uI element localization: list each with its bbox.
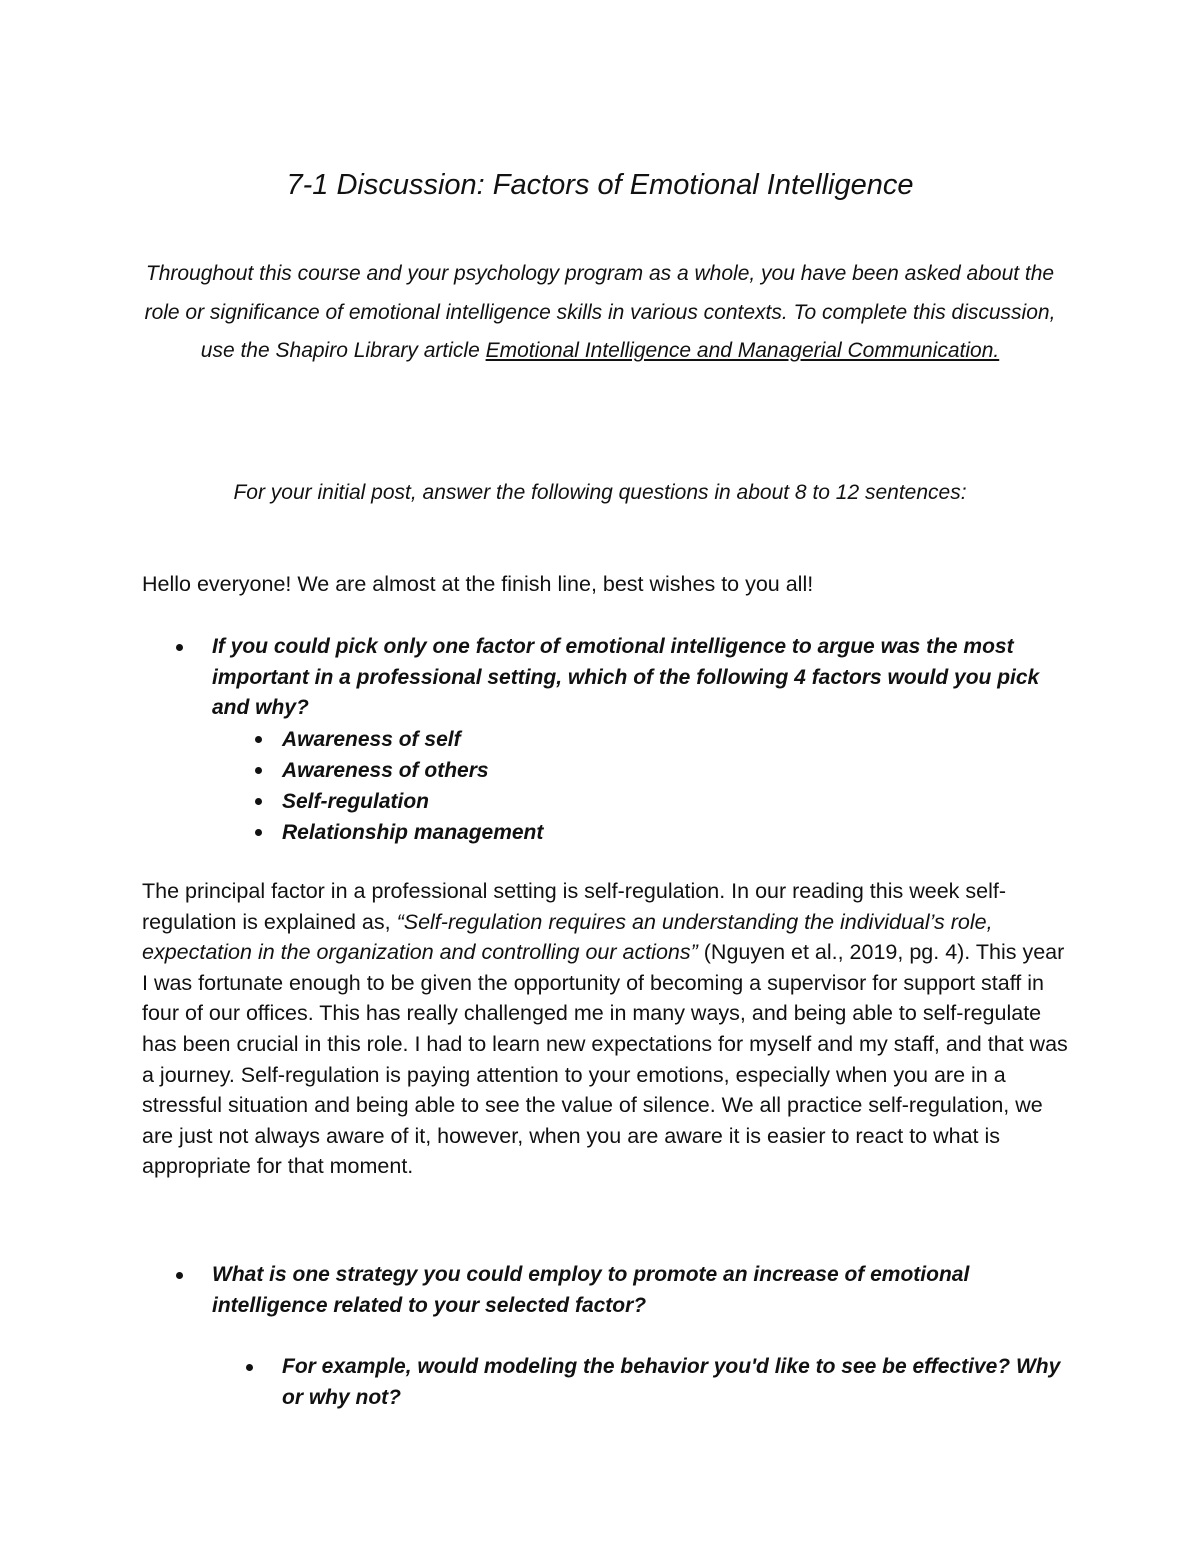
intro-text: Throughout this course and your psychology program as a whole, you have been asked about the role or significance of emotional intelligence skills in various contexts. To complete this discussion, use the Shapiro Library article (144, 262, 1056, 362)
factor-item (282, 724, 1052, 755)
factor-label: Awareness of self (282, 727, 461, 751)
question-list-3 (0, 1352, 1200, 1413)
answer-paragraph (142, 876, 1072, 1182)
bullet-icon (255, 736, 262, 743)
prompt-text: For your initial post, answer the following questions in about 8 to 12 sentences: (233, 481, 967, 504)
question-2-text: What is one strategy you could employ to promote an increase of emotional intelligence related to your selected factor? (212, 1263, 970, 1317)
factor-item (282, 817, 1052, 848)
bullet-icon (176, 644, 183, 651)
answer-quote: “Self-regulation requires an understanding the individual’s role, expectation in the organization and controlling our actions” (142, 909, 993, 965)
question-2 (0, 1260, 1052, 1321)
intro-paragraph (140, 255, 1060, 371)
answer-text-2: (Nguyen et al., 2019, pg. 4). This year I was fortunate enough to be given the opportunity of becoming a supervisor for support staff in four of our offices. This has really challenged me in many ways, and being able to self-regulate has been crucial in this role. I had to learn new expectations for myself and my staff, and that was a journey. Self-regulation is paying attention to your emotions, especially when you are in a stressful situation and being able to see the value of silence. We all practice self-regulation, we are just not always aware of it, however, when you are aware it is easier to react to what is appropriate for that moment. (142, 940, 1068, 1179)
question-list-1 (0, 632, 1200, 848)
factor-label: Self-regulation (282, 789, 430, 813)
question-list-2 (0, 1260, 1200, 1321)
bullet-icon (255, 829, 262, 836)
greeting-text: Hello everyone! We are almost at the finish line, best wishes to you all! (142, 572, 814, 596)
factor-list (212, 724, 1052, 848)
question-2-sub-text: For example, would modeling the behavior you'd like to see be effective? Why or why not? (282, 1355, 1061, 1409)
question-1 (0, 632, 1052, 848)
factor-item (282, 786, 1052, 817)
bullet-icon (255, 767, 262, 774)
factor-item (282, 755, 1052, 786)
bullet-icon (176, 1272, 183, 1279)
bullet-icon (255, 798, 262, 805)
answer-text-1: The principal factor in a professional setting is self-regulation. In our reading this week self-regulation is explained as, (142, 879, 1007, 934)
factor-label: Awareness of others (282, 758, 489, 782)
bullet-icon (246, 1364, 253, 1371)
page-title: 7-1 Discussion: Factors of Emotional Intelligence (286, 169, 914, 201)
question-1-text: If you could pick only one factor of emotional intelligence to argue was the most important in a professional setting, which of the following 4 factors would you pick and why? (212, 635, 1040, 719)
factor-label: Relationship management (282, 820, 544, 844)
question-2-sub (0, 1352, 1072, 1413)
article-link[interactable]: Emotional Intelligence and Managerial Communication. (485, 339, 1000, 362)
